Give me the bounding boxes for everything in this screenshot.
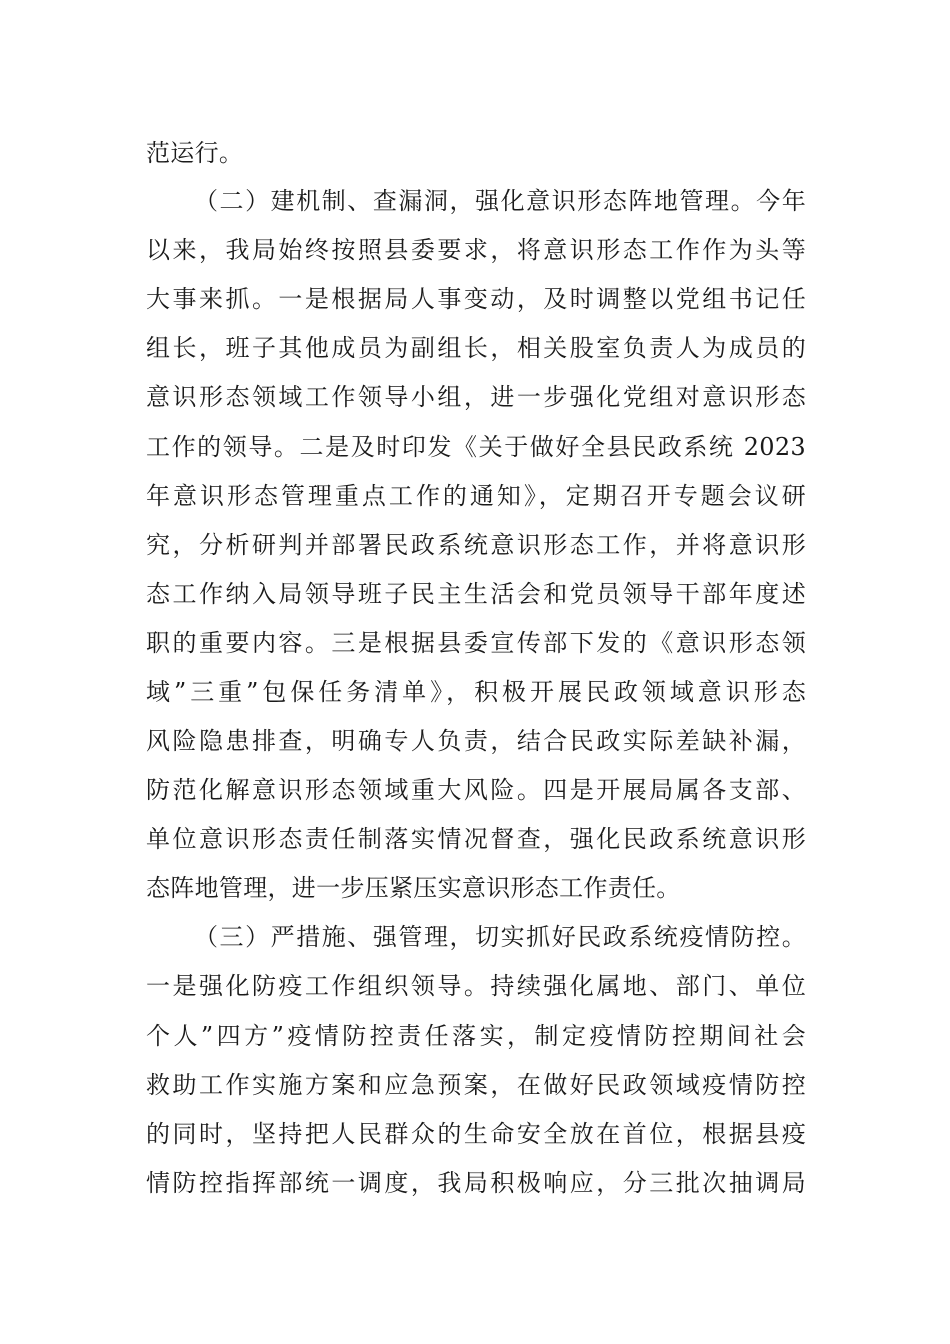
text-line: 风险隐患排查，明确专人负责，结合民政实际差缺补漏， <box>146 727 806 755</box>
text-line: 大事来抓。一是根据局人事变动，及时调整以党组书记任 <box>146 285 806 313</box>
text-line: 工作的领导。二是及时印发《关于做好全县民政系统 2023 <box>146 433 806 461</box>
text-line: 域”三重”包保任务清单》，积极开展民政领域意识形态 <box>146 678 806 706</box>
text-line: 意识形态领域工作领导小组，进一步强化党组对意识形态 <box>146 383 806 411</box>
text-line: 一是强化防疫工作组织领导。持续强化属地、部门、单位 <box>146 972 806 1000</box>
section-heading-line: （三）严措施、强管理，切实抓好民政系统疫情防控。 <box>194 923 806 951</box>
text-line: 职的重要内容。三是根据县委宣传部下发的《意识形态领 <box>146 629 806 657</box>
text-line: 个人”四方”疫情防控责任落实，制定疫情防控期间社会 <box>146 1022 806 1050</box>
text-line: 态工作纳入局领导班子民主生活会和党员领导干部年度述 <box>146 580 806 608</box>
text-line: 情防控指挥部统一调度，我局积极响应，分三批次抽调局 <box>146 1169 806 1197</box>
text-line: 年意识形态管理重点工作的通知》，定期召开专题会议研 <box>146 482 806 510</box>
text-line: 的同时，坚持把人民群众的生命安全放在首位，根据县疫 <box>146 1120 806 1148</box>
text-line: 以来，我局始终按照县委要求，将意识形态工作作为头等 <box>146 236 806 264</box>
text-line: 救助工作实施方案和应急预案，在做好民政领域疫情防控 <box>146 1071 806 1099</box>
text-line: 态阵地管理，进一步压紧压实意识形态工作责任。 <box>146 874 681 902</box>
text-line: 究，分析研判并部署民政系统意识形态工作，并将意识形 <box>146 531 806 559</box>
text-line: 组长，班子其他成员为副组长，相关股室负责人为成员的 <box>146 334 806 362</box>
section-heading-line: （二）建机制、查漏洞，强化意识形态阵地管理。今年 <box>194 187 806 215</box>
text-line: 范运行。 <box>146 139 244 167</box>
text-line: 单位意识形态责任制落实情况督查，强化民政系统意识形 <box>146 825 806 853</box>
text-line: 防范化解意识形态领域重大风险。四是开展局属各支部、 <box>146 776 806 804</box>
